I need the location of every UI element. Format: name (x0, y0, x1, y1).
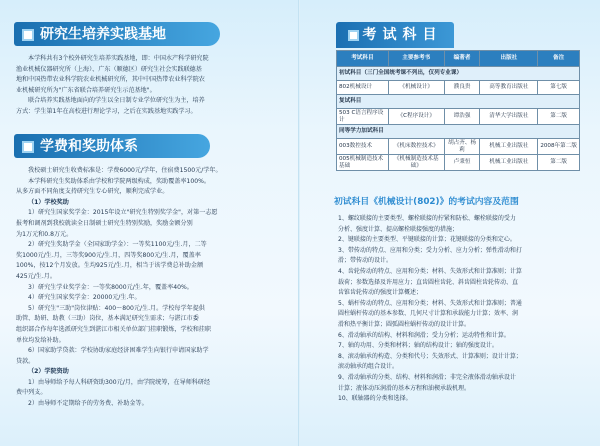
table-cell: 谭浩强 (444, 109, 480, 125)
scope-line: 3、带传动的特点、应用和分类；受力分析、应力分析；弹性滑动和打 (338, 246, 522, 254)
paragraph-line: 业机械研究所为"广东省联合培养研究生示范基地"。 (16, 86, 156, 94)
practice-base-text (16, 54, 292, 118)
table-cell: 《机床数控技术》 (388, 139, 444, 155)
section-cell: 同等学力加试科目 (337, 125, 580, 139)
paragraph-line: 5）研究生"三助"岗位津贴：400～800元/生.月。学校每学年提供 (28, 304, 205, 312)
table-cell: 机械工业出版社 (480, 155, 538, 171)
exam-scope-title: 初试科目《机械设计(802)》的考试内容及范围 (334, 197, 519, 207)
paragraph-line: 从多方面不同角度支持研究生专心研究，顺利完成学业。 (16, 188, 169, 196)
scope-line: 滚动轴承的组合设计。 (338, 363, 399, 371)
scope-line: 2、键联接的主要类型、平键联接的计算；花键联接的分类和定心。 (338, 236, 516, 244)
paragraph-line: 425元/生.月。 (16, 272, 56, 280)
paragraph-line: 报考和调剂到我校就读全日制硕士研究生特别奖励，奖励金额分别 (16, 219, 193, 227)
scope-line: 圆柱蜗杆传动的基本参数、几何尺寸计算和承载能力计算；效率、润 (338, 310, 519, 318)
banner-practice-base (14, 22, 220, 46)
table-cell: 《C程序设计》 (388, 109, 444, 125)
scope-line: 8、滚动轴承的构造、分类和代号；失效形式、计算准则；设计计算； (338, 352, 522, 360)
table-cell: 机械工业出版社 (480, 139, 538, 155)
scope-line: 5、蜗杆传动的特点、应用和分类；材料、失效形式和计算准则；普通 (338, 299, 522, 307)
table-cell: 005机械制造技术基础 (337, 155, 389, 171)
scope-line: 9、滑动轴承的分类、结构、材料和润滑；非完全液体滑动轴承设计 (338, 373, 516, 381)
paragraph-line: 3）研究生学业奖学金：一等奖8000元/生.年，覆盖率40%。 (28, 283, 193, 291)
table-cell: 卢秉恒 (444, 155, 480, 171)
scope-line: 1、螺纹联接的主要类型、螺栓联接的拧紧和防松、螺栓联接的受力 (338, 215, 516, 222)
table-cell: 802机械设计 (337, 81, 389, 95)
table-cell: 第二版 (538, 155, 580, 171)
table-row (337, 155, 580, 171)
paragraph-line: 6）国家助学贷款：学校协助家庭经济困难学生向银行申请国家助学 (28, 347, 209, 355)
table-cell: 503 C语言程序设计 (337, 109, 389, 125)
scope-line: 滑；带传动的设计。 (338, 257, 393, 265)
scope-line: 分析、强度计算、提高螺栓联接强度的措施； (338, 225, 459, 233)
column-header: 主要参考书 (388, 51, 444, 67)
paragraph-line: 为1万元和0.8万元。 (16, 230, 73, 238)
column-header: 备注 (538, 51, 580, 67)
paragraph-line: 渔业机械仪器研究所（上海）、广东（顺德区）研究生社会实践联德基 (16, 65, 202, 73)
paragraph-line: 贷款。 (16, 357, 35, 365)
table-cell: 003数控技术 (337, 139, 389, 155)
table-cell: 高等教育出版社 (480, 81, 538, 95)
table-row (337, 81, 580, 95)
paragraph-line: 100%，按12个月发放。生均925元/生.月，相当于该学费总补助金额 (16, 262, 204, 270)
table-cell: 第七版 (538, 81, 580, 95)
banner-title: 研究生培养实践基地 (40, 26, 166, 43)
scope-line: 计算；液体动压润滑的基本方程和油楔承载机理。 (338, 384, 471, 392)
paragraph-line: 2）研究生奖助学金（全国家助学金）：一等奖1100元/生.月，二等 (28, 241, 207, 249)
paragraph-line: 1）研究生国家奖学金：2015年设立"研究生特别奖学金"，对第一志愿 (28, 209, 218, 217)
section-heading: （1）学校奖助 (28, 198, 69, 206)
table-cell: 《机械设计》 (388, 81, 444, 95)
exam-subjects-table (336, 50, 580, 171)
section-cell: 初试科目（三门全国统考课不列出，仅列专业课） (337, 67, 580, 81)
table-cell: 2008年第二版 (538, 139, 580, 155)
scope-line: 载荷；参数选择及许用应力；直齿圆柱齿轮、斜齿圆柱齿轮传动、直 (338, 278, 519, 286)
paragraph-line: 费中列支。 (16, 389, 47, 397)
paragraph-line: 2）由导师不定期给予的劳务费、补助金等。 (28, 400, 148, 408)
square-bullet-icon (348, 30, 359, 41)
column-header: 出版社 (480, 51, 538, 67)
table-cell: 濮良贵 (444, 81, 480, 95)
paragraph-line: 方式：学生第1年在高校进行理论学习，之后在实践基地实践学习。 (16, 107, 197, 115)
paragraph-line: 单位均发给补助。 (16, 336, 65, 344)
scope-line: 4、齿轮传动的特点、应用和分类；材料、失效形式和计算准则；计算 (338, 267, 522, 275)
paragraph-line: 助管、助研、助教（三助）岗位，基本满足研究生需求；与湛江市委 (16, 315, 199, 323)
table-section-row (337, 125, 580, 139)
scope-line: 6、滑动轴承的结构、材料和润滑；受力分析；运动特性和计算。 (338, 331, 510, 339)
scope-line: 滑和热平衡计算；圆弧圆柱蜗杆传动的设计计算。 (338, 320, 471, 328)
paragraph-line: 地和中国热带农业科学院农业机械研究所，其中中国热带农业科学院农 (16, 76, 205, 84)
table-section-row (337, 67, 580, 81)
paragraph-line: 联合培养实践基地面向的学生以全日制专业学位研究生为主，培养 (28, 97, 205, 105)
table-cell: 《机械制造技术基础》 (388, 155, 444, 171)
paragraph-line: 本学科共有3个校外研究生培养实践基地，即：中国水产科学研究院 (28, 55, 209, 62)
paragraph-line: 我校硕士研究生收费标准是：学费6000元/学年，住宿费1500元/学年。 (28, 167, 222, 174)
paragraph-line: 组织部合作每年选派研究生到湛江市相关单位部门挂职锻炼，学校和挂职 (16, 325, 211, 333)
column-header: 考试科目 (337, 51, 389, 67)
table-row (337, 109, 580, 125)
paragraph-line: 1）由导师给予每人科研资助300元/月，由学院统筹，在导师科研经 (28, 378, 211, 386)
table-header-row (337, 51, 580, 67)
section-cell: 复试科目 (337, 95, 580, 109)
table-cell: 第二版 (538, 109, 580, 125)
exam-scope-text (338, 214, 582, 405)
scope-line: 7、轴的功用、分类和材料；轴的结构设计；轴的强度设计。 (338, 342, 498, 350)
table-cell: 清华大学出版社 (480, 109, 538, 125)
paragraph-line: 奖1000元/生.月，三等奖900元/生.月，四等奖800元/生.月，覆盖率 (16, 251, 201, 259)
table-cell: 胡占齐、杨莉 (444, 139, 480, 155)
fees-awards-text (16, 166, 292, 410)
paragraph-line: 4）研究生国家奖学金：20000元/生.年。 (28, 294, 141, 302)
paragraph-line: 本学科研究生奖助体系由学校和学院两级构成，奖助覆盖率100%。 (28, 177, 210, 185)
table-section-row (337, 95, 580, 109)
banner-fees-awards (14, 134, 210, 158)
scope-line: 10、联轴器的分类和选择。 (338, 395, 412, 403)
exam-subjects-tab (336, 22, 454, 48)
table-row (337, 139, 580, 155)
section-heading: （2）学院资助 (28, 368, 69, 376)
square-bullet-icon (22, 141, 34, 153)
square-bullet-icon (22, 29, 34, 41)
scope-line: 齿锥齿轮传动的强度计算概述； (338, 289, 423, 297)
banner-title: 学费和奖助体系 (40, 138, 138, 155)
column-header: 编著者 (444, 51, 480, 67)
tab-title: 考试科目 (362, 27, 443, 43)
